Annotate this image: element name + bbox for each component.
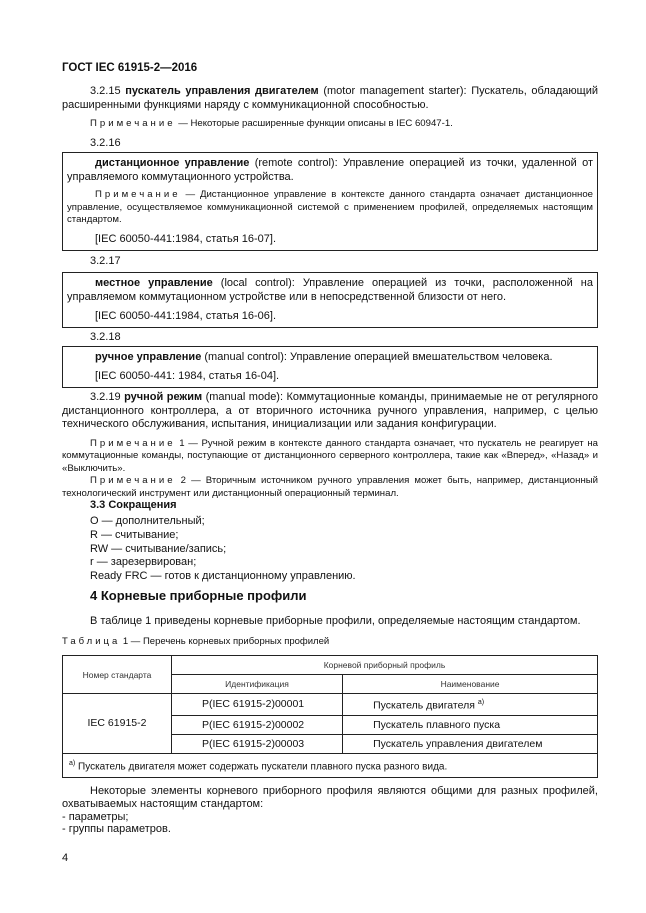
term-number: 3.2.18 [90, 331, 121, 343]
footnote-mark: a) [477, 699, 485, 706]
page-number: 4 [62, 852, 69, 864]
table-row [63, 694, 598, 716]
term-en: (local control) [220, 277, 292, 289]
note-label: Примечание [95, 189, 181, 200]
list-item: - группы параметров. [62, 823, 171, 836]
term-reference: [IEC 60050-441: 1984, статья 16-04]. [95, 370, 280, 382]
id-cell: P(IEC 61915-2)00002 [172, 715, 343, 734]
term-en: (manual control) [204, 351, 284, 363]
list-item: RW — считывание/запись; [90, 542, 227, 555]
column-header: Наименование [343, 675, 598, 694]
term-en: (remote control) [254, 157, 335, 169]
name-cell: Пускатель двигателя [373, 699, 475, 712]
term-definition: : Управление операцией вмешательством человека. [283, 351, 553, 363]
term-number: 3.2.17 [90, 255, 121, 267]
term-name: пускатель управления двигателем [125, 85, 319, 97]
name-cell: Пускатель управления двигателем [343, 734, 598, 753]
section-heading: 3.3 Сокращения [90, 499, 177, 511]
note-text: — Дистанционное управление в контексте данного стандарта означает дистанционное управление, осуществляемое коммуникационной системой с применением профилей, определяемых настоящим стандартом. [67, 189, 593, 225]
note-label: Примечание [90, 118, 176, 129]
id-cell: P(IEC 61915-2)00003 [172, 734, 343, 753]
term-reference: [IEC 60050-441:1984, статья 16-06]. [95, 310, 277, 322]
term-3-2-16 [62, 152, 598, 251]
note-text: 1 — Ручной режим в контексте данного стандарта означает, что пускатель не реагирует на коммутационные команды, поступающие от дистанционного серверного контроллера, такие как «Вперед», «Назад» и «Выключить». [62, 437, 598, 474]
table-footnote: Пускатель двигателя может содержать пускатели плавного пуска разного вида. [75, 760, 448, 772]
column-header: Корневой приборный профиль [172, 656, 598, 675]
term-3-2-15 [62, 84, 598, 150]
term-definition: : Управление операцией из точки, удаленной от управляемого коммутационного устройства. [67, 157, 594, 183]
term-en: (motor management starter) [323, 85, 464, 97]
note-text: — Некоторые расширенные функции описаны в IEC 60947-1. [175, 118, 453, 129]
term-name: местное управление [95, 277, 213, 289]
list-item: r — зарезервирован; [90, 556, 197, 569]
column-header: Номер стандарта [63, 656, 172, 694]
column-header: Идентификация [172, 675, 343, 694]
term-definition: : Коммутационные команды, принимаемые не от регулярного дистанционного контроллера, а от вторичного источника ручного управления, например, с целью технического обслуживания, испытания, инициализации или задания конфигурации. [62, 391, 599, 430]
term-name: ручной режим [124, 391, 203, 403]
term-3-2-18 [62, 346, 598, 388]
list-item: Ready FRC — готов к дистанционному управлению. [90, 570, 356, 583]
term-definition: : Управление операцией из точки, расположенной на управляемом коммутационном устройстве или в непосредственной близости от него. [67, 277, 593, 303]
section-4 [62, 588, 598, 836]
footnote-mark: a) [69, 759, 76, 767]
term-number: 3.2.15 [90, 85, 121, 97]
term-name: ручное управление [95, 351, 202, 363]
list-item: O — дополнительный; [90, 515, 205, 527]
table-label: Таблица [62, 636, 121, 647]
root-profiles-table [62, 655, 598, 778]
id-cell: P(IEC 61915-2)00001 [172, 694, 343, 716]
note-label: Примечание [90, 475, 176, 486]
term-definition: : Пускатель, обладающий расширенными функциями наряду с коммуникационной способностью. [62, 85, 599, 111]
document-header: ГОСТ IEC 61915-2—2016 [62, 62, 198, 74]
term-3-2-19 [62, 391, 598, 500]
term-en: (manual mode) [205, 391, 280, 403]
abbreviations-section [62, 498, 598, 584]
term-name: дистанционное управление [95, 157, 250, 169]
term-number: 3.2.19 [90, 391, 121, 403]
note-text: 2 — Вторичным источником ручного управления может быть, например, дистанционный технологический инструмент или дистанционный операционный терминал. [62, 475, 598, 499]
section-heading: 4 Корневые приборные профили [90, 588, 307, 603]
term-number: 3.2.16 [90, 136, 121, 149]
paragraph: Некоторые элементы корневого приборного профиля являются общими для разных профилей, охватываемых настоящим стандартом: [62, 784, 598, 810]
table-caption: 1 — Перечень корневых приборных профилей [120, 636, 330, 647]
list-item: R — считывание; [90, 528, 179, 541]
name-cell: Пускатель плавного пуска [343, 715, 598, 734]
standard-cell: IEC 61915-2 [63, 694, 172, 754]
term-3-2-17 [62, 272, 598, 328]
note-label: Примечание [90, 437, 176, 449]
paragraph: В таблице 1 приведены корневые приборные профили, определяемые настоящим стандартом. [90, 615, 581, 627]
list-item: - параметры; [62, 810, 129, 823]
term-reference: [IEC 60050-441:1984, статья 16-07]. [95, 232, 277, 245]
